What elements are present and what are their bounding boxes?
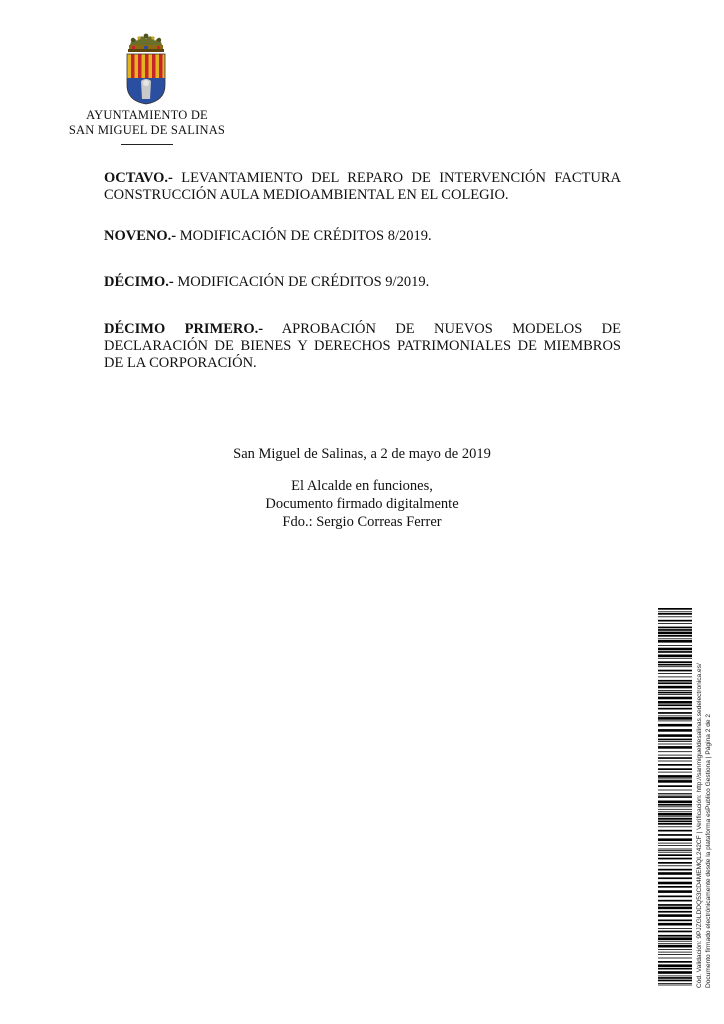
- barcode-bar: [658, 952, 692, 953]
- signature-block: [160, 477, 564, 531]
- barcode-bar: [658, 850, 692, 851]
- agenda-item-decimo: [104, 274, 621, 291]
- barcode-bar: [658, 608, 692, 610]
- barcode-bar: [658, 890, 692, 893]
- barcode-bar: [658, 907, 692, 910]
- barcode-bar: [658, 854, 692, 856]
- barcode-bar: [658, 943, 692, 944]
- barcode-bar: [658, 985, 692, 986]
- barcode-bar: [658, 830, 692, 832]
- barcode-bar: [658, 697, 692, 700]
- barcode-bar: [658, 937, 692, 940]
- barcode-bar: [658, 661, 692, 663]
- barcode-bar: [658, 809, 692, 810]
- barcode-bar: [658, 954, 692, 955]
- barcode-bar: [658, 670, 692, 672]
- barcode-bar: [658, 845, 692, 846]
- org-line-2: SAN MIGUEL DE SALINAS: [68, 123, 226, 137]
- barcode-bar: [658, 616, 692, 617]
- validation-footer: [695, 608, 713, 988]
- barcode-bar: [658, 980, 692, 982]
- barcode-bar: [658, 849, 692, 850]
- barcode-bar: [658, 704, 692, 706]
- barcode-bar: [658, 945, 692, 948]
- barcode-bar: [658, 790, 692, 791]
- barcode-bar: [658, 741, 692, 742]
- barcode-bar: [658, 914, 692, 917]
- barcode-bar: [658, 968, 692, 970]
- organization-name: [50, 108, 244, 138]
- barcode-bar: [658, 882, 692, 885]
- barcode-bar: [658, 692, 692, 694]
- barcode-bar: [658, 806, 692, 807]
- barcode-bar: [658, 729, 692, 732]
- agenda-item-octavo: [104, 170, 621, 204]
- barcode-bar: [658, 958, 692, 959]
- barcode-bar: [658, 801, 692, 804]
- barcode-bar: [658, 655, 692, 658]
- barcode-bar: [658, 865, 692, 866]
- barcode-bar: [658, 712, 692, 714]
- barcode-bar: [658, 690, 692, 691]
- header-divider: [121, 144, 173, 145]
- shield-icon: [127, 54, 165, 105]
- barcode-bar: [658, 611, 692, 612]
- barcode-bar: [658, 900, 692, 902]
- barcode-bar: [658, 724, 692, 727]
- org-line-1: AYUNTAMIENTO DE: [86, 108, 208, 122]
- barcode-bar: [658, 923, 692, 926]
- agenda-item-text: MODIFICACIÓN DE CRÉDITOS 8/2019.: [179, 228, 432, 244]
- barcode-bar: [658, 983, 692, 984]
- barcode-bar: [658, 716, 692, 717]
- barcode-bar: [658, 821, 692, 823]
- barcode-bar: [658, 823, 692, 825]
- agenda-item-label: DÉCIMO PRIMERO.-: [104, 321, 264, 337]
- barcode-bar: [658, 977, 692, 979]
- barcode-bar: [658, 746, 692, 749]
- barcode-bar: [658, 920, 692, 922]
- barcode-bar: [658, 764, 692, 766]
- agenda-item-label: NOVENO.-: [104, 228, 177, 244]
- barcode-bar: [658, 862, 692, 864]
- barcode-bar: [658, 816, 692, 817]
- barcode-bar: [658, 811, 692, 812]
- barcode-bar: [658, 744, 692, 745]
- barcode-bar: [658, 627, 692, 629]
- barcode-bar: [658, 772, 692, 773]
- barcode-bar: [658, 757, 692, 759]
- digital-signature-note: Documento firmado digitalmente: [265, 496, 459, 512]
- barcode-bar: [658, 708, 692, 710]
- barcode-bar: [658, 664, 692, 666]
- agenda-item-label: DÉCIMO.-: [104, 274, 174, 290]
- barcode-bar: [658, 928, 692, 929]
- barcode-bar: [658, 935, 692, 937]
- barcode-bar: [658, 780, 692, 783]
- barcode-bar: [658, 734, 692, 737]
- barcode-bar: [658, 785, 692, 787]
- barcode-bar: [658, 886, 692, 888]
- barcode-bar: [658, 651, 692, 653]
- barcode-bar: [658, 949, 692, 950]
- barcode-bar: [658, 775, 692, 778]
- agenda-item-decimo-primero: [104, 321, 621, 372]
- agenda-item-text: MODIFICACIÓN DE CRÉDITOS 9/2019.: [177, 274, 430, 290]
- barcode-bar: [658, 852, 692, 853]
- barcode-bar: [658, 648, 692, 651]
- barcode-bar: [658, 872, 692, 875]
- barcode-bar: [658, 761, 692, 762]
- barcode-bar: [658, 779, 692, 780]
- barcode-bar: [658, 818, 692, 820]
- barcode-bar: [658, 858, 692, 860]
- barcode-bar: [658, 826, 692, 827]
- barcode-bar: [658, 869, 692, 871]
- barcode-bar: [658, 813, 692, 816]
- agenda-item-text: LEVANTAMIENTO DEL REPARO DE INTERVENCIÓN FACTURA CONSTRUCCIÓN AULA MEDIOAMBIENTAL EN EL COLEGIO.: [104, 170, 621, 203]
- place-and-date: San Miguel de Salinas, a 2 de mayo de 2019: [233, 446, 491, 462]
- barcode-bar: [658, 804, 692, 806]
- barcode-bar: [658, 941, 692, 942]
- barcode-bar: [658, 931, 692, 933]
- agenda-item-text: APROBACIÓN DE NUEVOS MODELOS DE DECLARACIÓN DE BIENES Y DERECHOS PATRIMONIALES DE MIEMBROS DE LA CORPORACIÓN.: [104, 321, 621, 371]
- barcode-bar: [658, 677, 692, 678]
- barcode-bar: [658, 721, 692, 722]
- barcode-bar: [658, 645, 692, 646]
- barcode-bar: [658, 686, 692, 689]
- barcode-bar: [658, 796, 692, 798]
- barcode-bar: [658, 834, 692, 836]
- barcode-bar: [658, 658, 692, 659]
- signer-role: El Alcalde en funciones,: [291, 478, 433, 494]
- barcode-bar: [658, 613, 692, 615]
- validation-barcode: [658, 608, 692, 988]
- barcode-bar: [658, 768, 692, 770]
- barcode-bar: [658, 635, 692, 637]
- barcode-bar: [658, 680, 692, 682]
- barcode-bar: [658, 961, 692, 963]
- barcode-bar: [658, 623, 692, 624]
- barcode-bar: [658, 795, 692, 796]
- barcode-bar: [658, 843, 692, 844]
- barcode-bar: [658, 694, 692, 695]
- barcode-bar: [658, 640, 692, 643]
- barcode-bar: [658, 751, 692, 752]
- barcode-bar: [658, 717, 692, 720]
- barcode-bar: [658, 632, 692, 635]
- barcode-bar: [658, 701, 692, 704]
- barcode-bar: [658, 638, 692, 639]
- barcode-bar: [658, 976, 692, 977]
- barcode-bar: [658, 911, 692, 913]
- barcode-bar: [658, 629, 692, 631]
- validation-code-line: Cód. Validación: 9PJZGLDDQ53CD4MEMQL242CF | Verificación: http://sanmigueldesalinas.sedelectronica.es/: [696, 663, 703, 988]
- barcode-bar: [658, 755, 692, 756]
- barcode-bar: [658, 682, 692, 684]
- municipal-coat-of-arms: [123, 33, 169, 105]
- agenda-item-label: OCTAVO.-: [104, 170, 173, 186]
- barcode-bar: [658, 896, 692, 898]
- barcode-bar: [658, 964, 692, 967]
- barcode-bar: [658, 739, 692, 741]
- agenda-item-noveno: [104, 228, 621, 245]
- barcode-bar: [658, 793, 692, 794]
- barcode-bar: [658, 877, 692, 879]
- barcode-bar: [658, 971, 692, 974]
- barcode-bar: [658, 673, 692, 674]
- platform-note-line: Documento firmado electrónicamente desde la plataforma esPublico Gestiona | Página 2 de 2: [705, 713, 712, 988]
- barcode-bar: [658, 666, 692, 667]
- signer-name: Fdo.: Sergio Correas Ferrer: [282, 514, 442, 530]
- barcode-bar: [658, 838, 692, 841]
- crown-icon: [128, 34, 164, 52]
- barcode-bar: [658, 904, 692, 906]
- barcode-bar: [658, 620, 692, 622]
